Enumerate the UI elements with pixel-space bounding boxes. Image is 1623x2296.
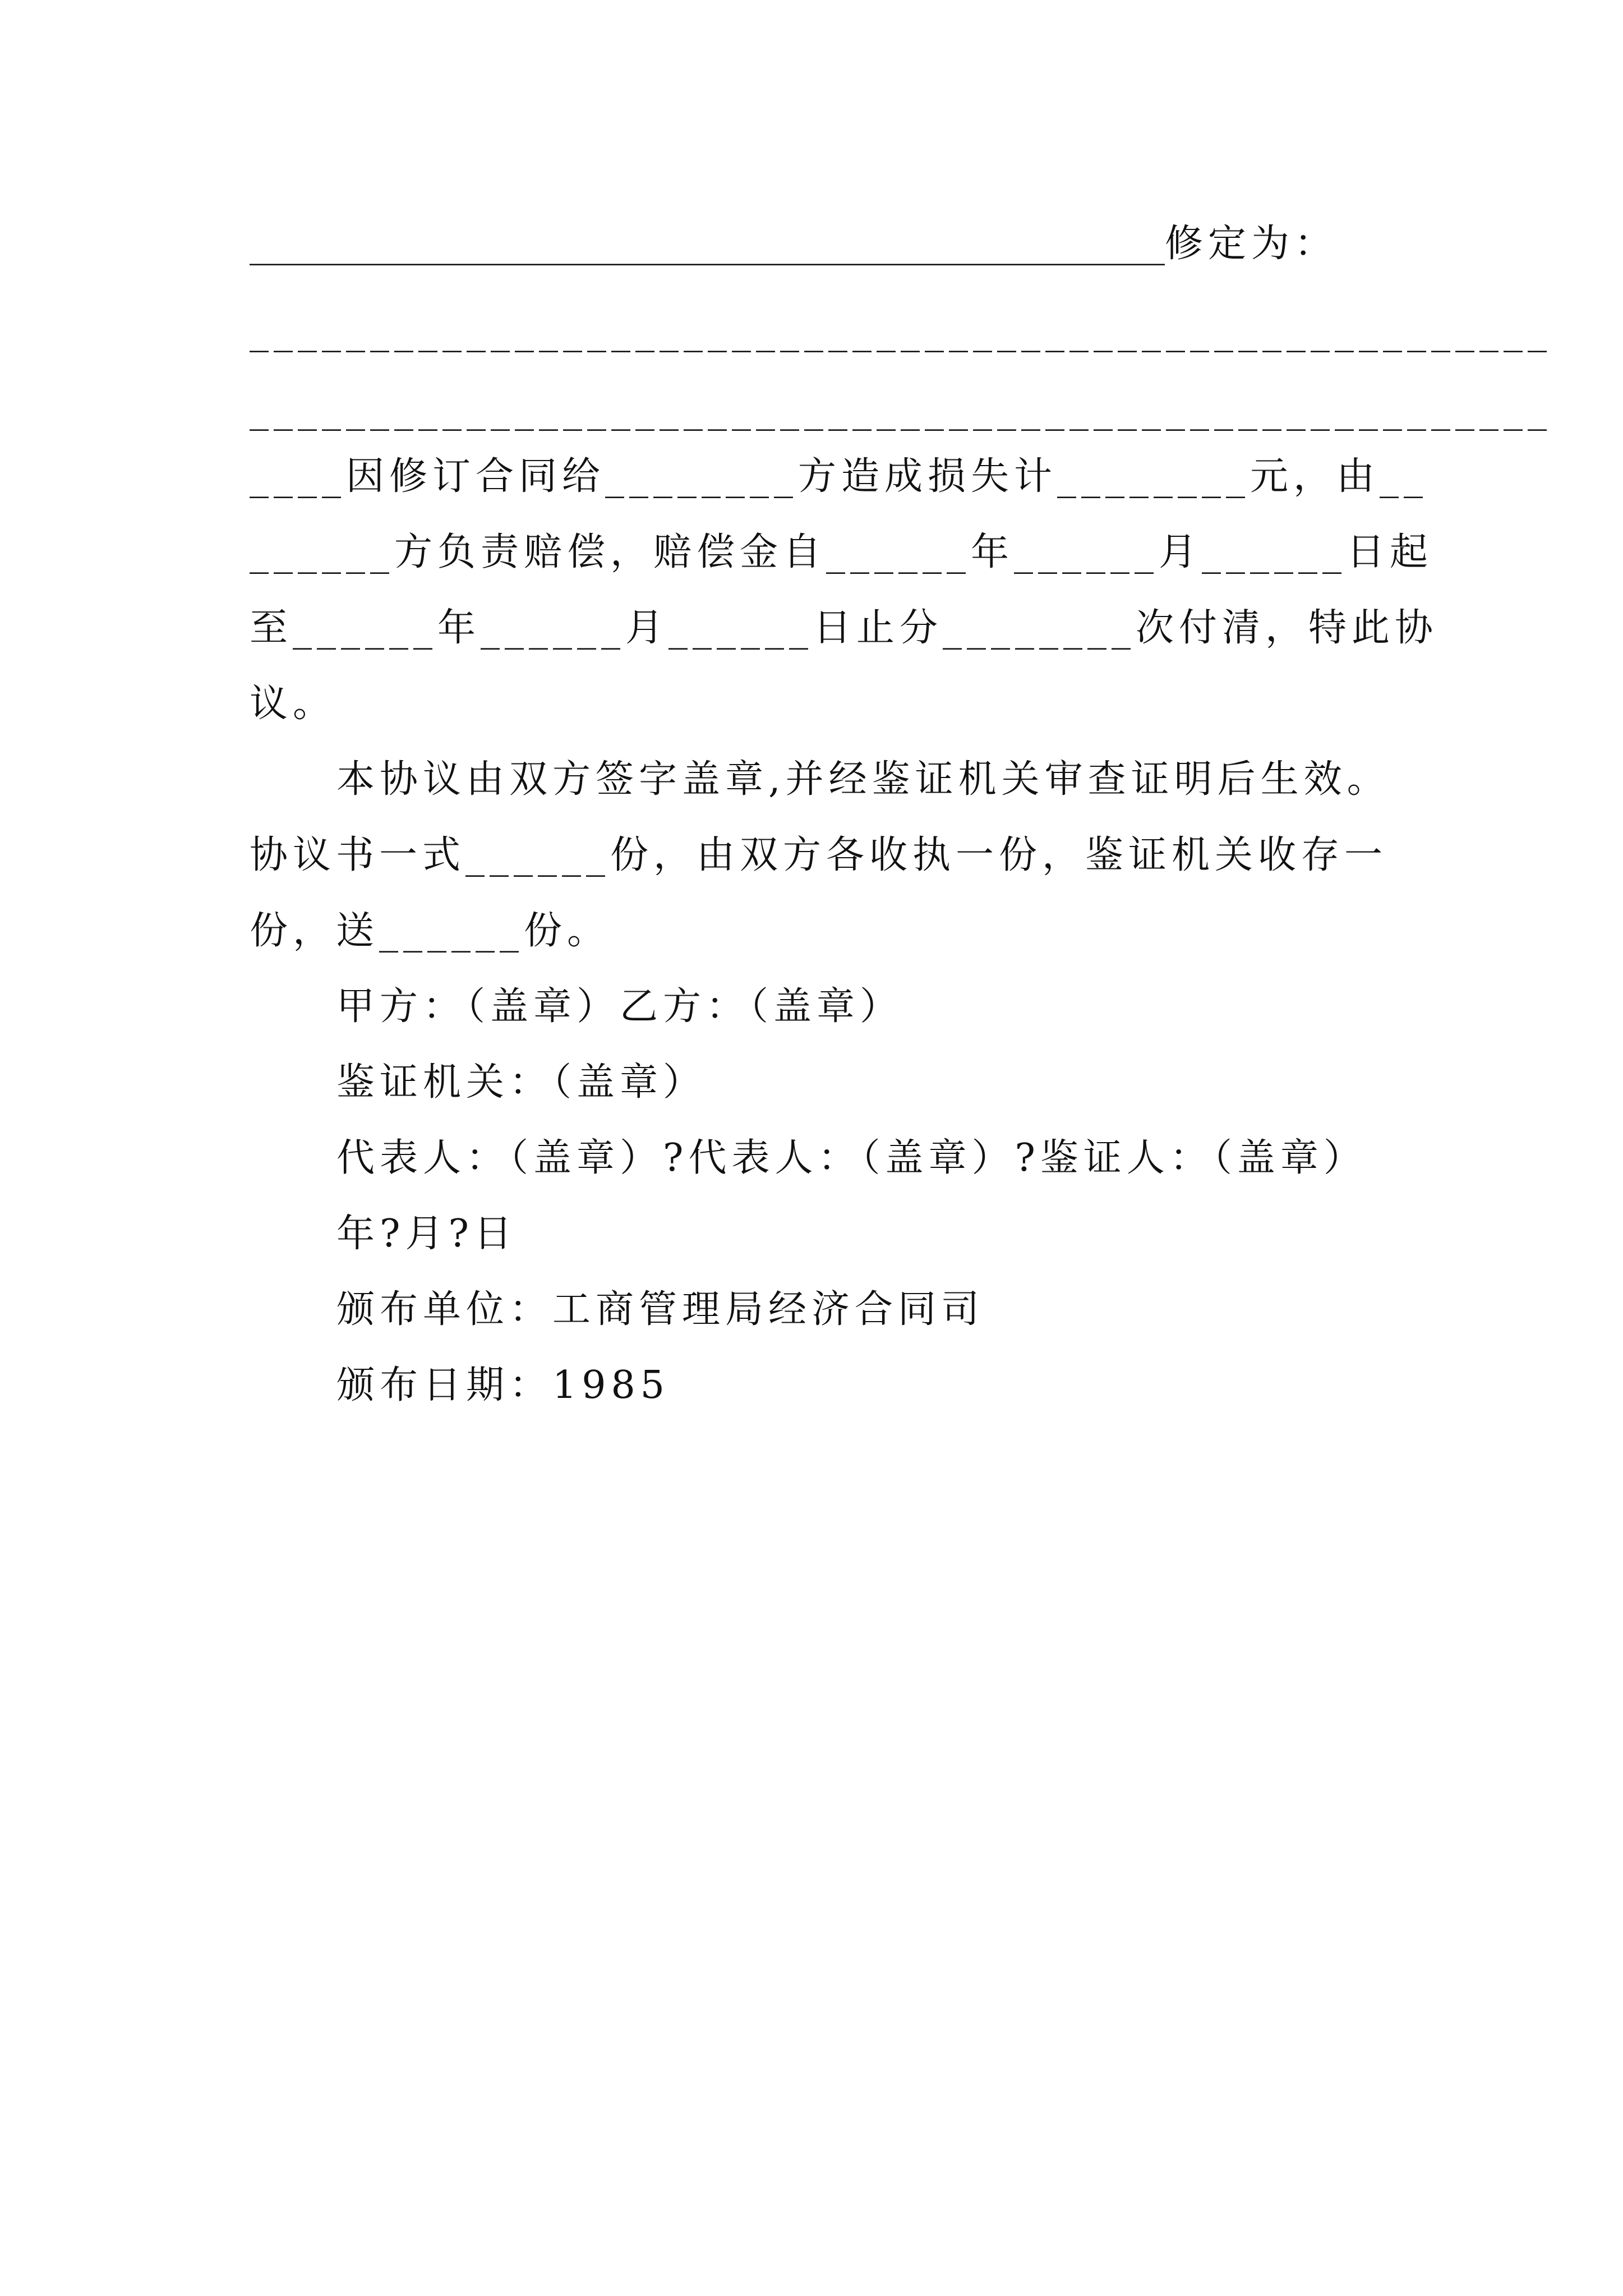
effective-clause-line: 本协议由双方签字盖章,并经鉴证机关审查证明后生效。 bbox=[336, 757, 1390, 802]
loss-clause-line: ____因修订合同给________方造成损失计________元，由__ bbox=[250, 454, 1428, 499]
blank-line: ______________________________________________________ bbox=[250, 309, 1552, 353]
amendment-line bbox=[250, 216, 1388, 272]
issuing-unit-line: 颁布单位：工商管理局经济合同司 bbox=[336, 1287, 985, 1332]
party-seals-line: 甲方：（盖章）乙方：（盖章） bbox=[336, 984, 903, 1029]
issue-date-line: 颁布日期：1985 bbox=[336, 1363, 670, 1407]
amended-as-label: 修定为： bbox=[1165, 222, 1338, 266]
date-line: 年?月?日 bbox=[336, 1212, 517, 1256]
notary-seal-line: 鉴证机关：（盖章） bbox=[336, 1060, 707, 1105]
copies-clause-line: 协议书一式______份，由双方各收执一份，鉴证机关收存一 bbox=[250, 833, 1388, 877]
payment-period-line: 至______年______月______日止分________次付清，特此协 bbox=[250, 606, 1438, 650]
agreement-end-line: 议。 bbox=[250, 682, 336, 726]
copies-sent-line: 份，送______份。 bbox=[250, 909, 611, 953]
compensation-clause-line: ______方负责赔偿，赔偿金自______年______月______日起 bbox=[250, 530, 1433, 574]
blank-line: ______________________________________________________ bbox=[250, 387, 1552, 431]
blank-field: ________________________________________________ bbox=[250, 222, 1165, 266]
representatives-line: 代表人：（盖章）?代表人：（盖章）?鉴证人：（盖章） bbox=[336, 1136, 1367, 1180]
